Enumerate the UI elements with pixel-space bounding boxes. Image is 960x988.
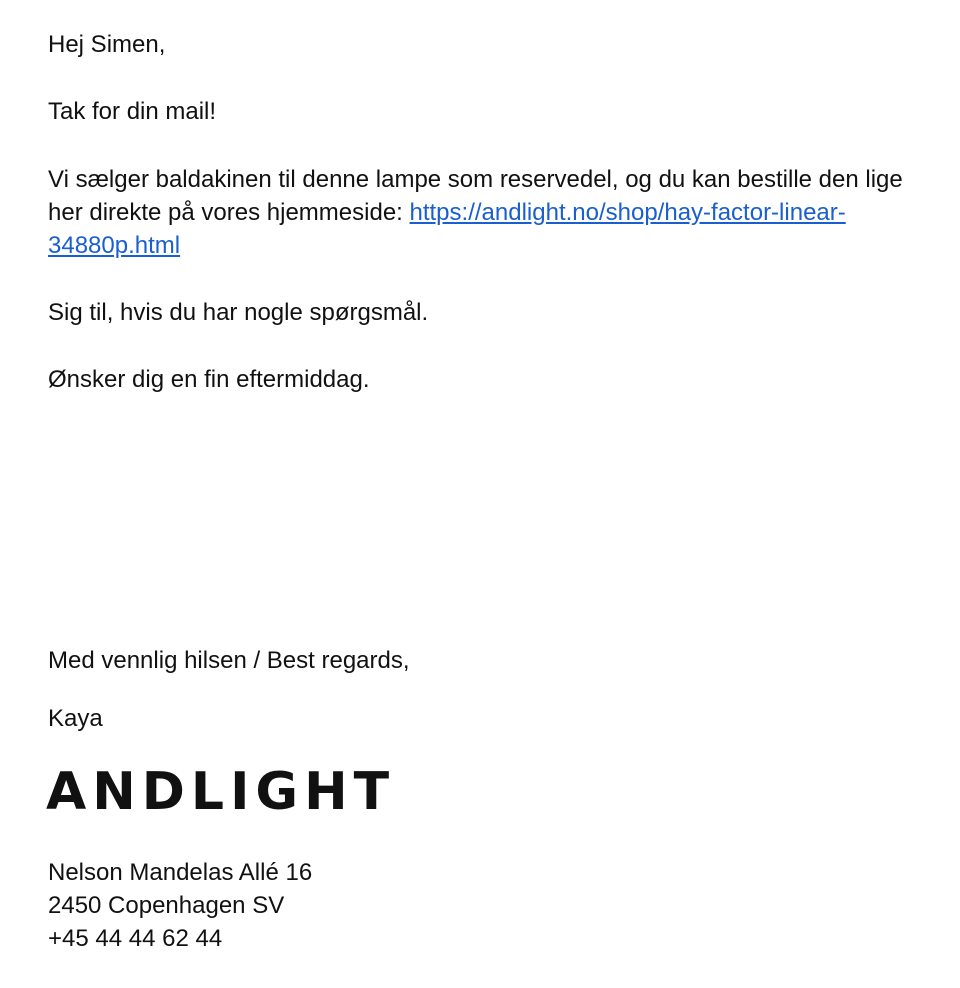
address-city: 2450 Copenhagen SV (48, 892, 285, 919)
signature-address (48, 856, 312, 955)
andlight-logo: ANDLIGHT (46, 762, 396, 822)
body-text: Vi sælger baldakinen til denne lampe som reservedel, og du kan bestille den lige her direkte på vores hjemmeside: (48, 166, 903, 226)
address-street: Nelson Mandelas Allé 16 (48, 859, 313, 886)
wish-text: Ønsker dig en fin eftermiddag. (48, 366, 370, 393)
phone-number: +45 44 44 62 44 (48, 925, 223, 952)
thanks-text: Tak for din mail! (48, 98, 217, 125)
product-link[interactable]: https://andlight.no/shop/hay-factor-linear-34880p.html (48, 199, 846, 259)
questions-text: Sig til, hvis du har nogle spørgsmål. (48, 299, 429, 326)
body-paragraph (48, 163, 918, 262)
sender-name: Kaya (48, 705, 103, 732)
closing-text: Med vennlig hilsen / Best regards, (48, 647, 410, 674)
greeting-text: Hej Simen, (48, 31, 166, 58)
